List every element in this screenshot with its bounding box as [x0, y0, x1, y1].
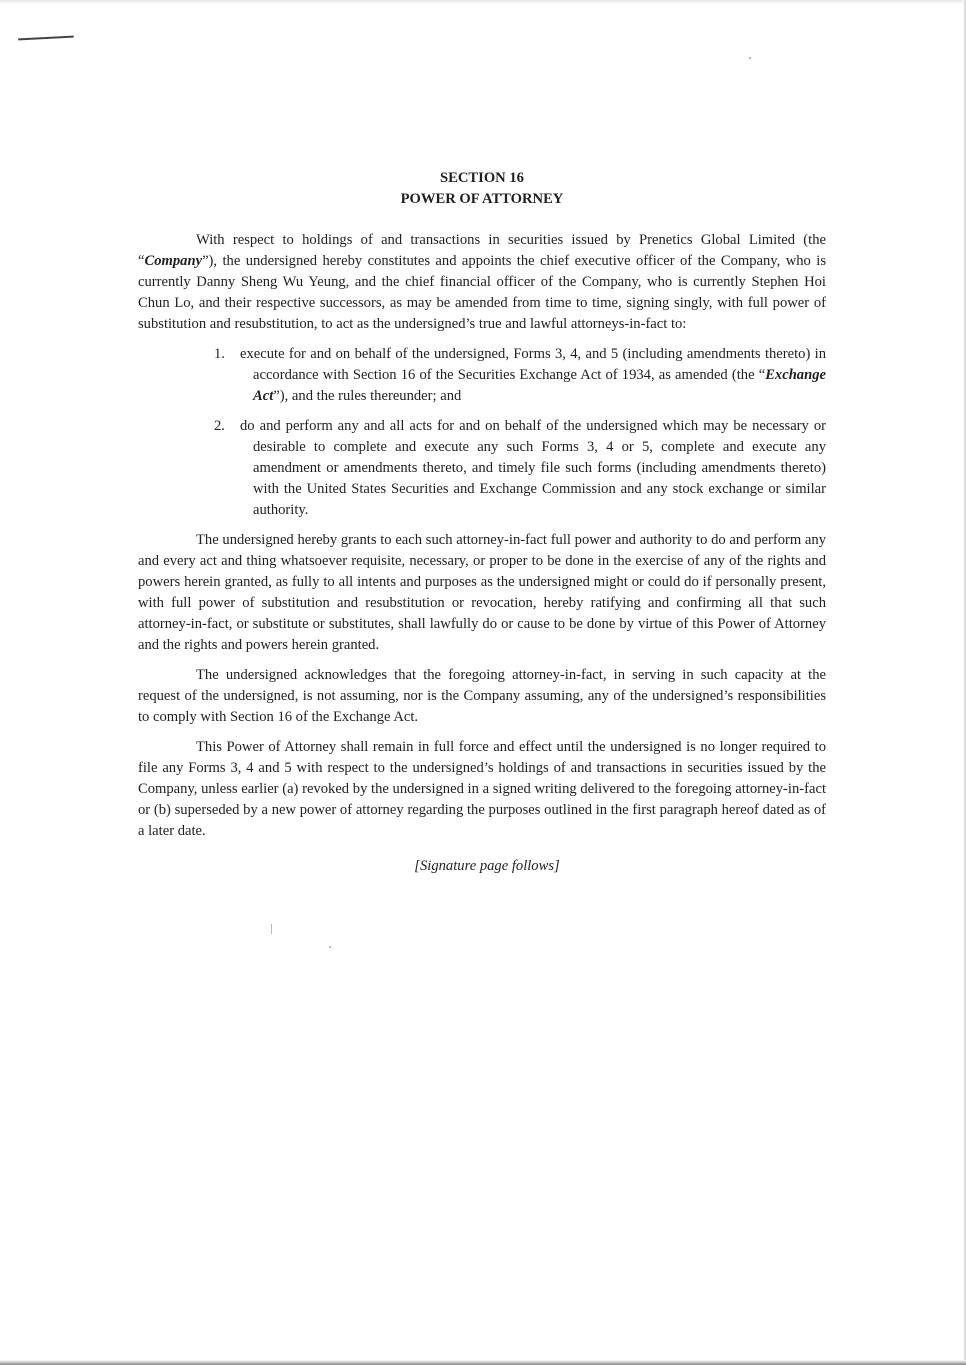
exchange-act-defined-term: Exchange Act: [253, 367, 826, 404]
term-paragraph: This Power of Attorney shall remain in full force and effect until the undersigned is no longer required to file any Forms 3, 4 and 5 with respect to the undersigned’s holdings of and transactions in securities issued by the Company, unless earlier (a) revoked by the undersigned in a signed writing delivered to the foregoing attorney-in-fact or (b) superseded by a new power of attorney regarding the purposes outlined in the first paragraph hereof dated as of a later date.: [138, 739, 826, 839]
signature-page-note: [Signature page follows]: [414, 858, 560, 874]
intro-text-end: ”), the undersigned hereby constitutes and appoints the chief executive officer of the Company, who is currently Danny Sheng Wu Yeung, and the chief financial officer of the Company, who is currently Stephen Hoi Chun Lo, and their respective successors, as may be amended from time to time, signing singly, with full power of substitution and resubstitution, to act as the undersigned’s true and lawful attorneys-in-fact to:: [138, 253, 826, 332]
list-item-number: 1.: [214, 346, 225, 362]
list-item-text: do and perform any and all acts for and on behalf of the undersigned which may be necessary or desirable to complete and execute any such Forms 3, 4 or 5, complete and execute any amendment or amendments thereto, and timely file such forms (including amendments thereto) with the United States Securities and Exchange Commission and any stock exchange or similar authority.: [240, 418, 826, 518]
document-title: POWER OF ATTORNEY: [400, 191, 564, 207]
acknowledgement-paragraph: The undersigned acknowledges that the foregoing attorney-in-fact, in serving in such capacity at the request of the undersigned, is not assuming, nor is the Company assuming, any of the undersigned’s responsibilities to comply with Section 16 of the Exchange Act.: [138, 667, 826, 725]
staple-mark: [18, 36, 74, 41]
list-item: [138, 416, 826, 521]
scan-speck: [749, 57, 751, 59]
list-item-text-end: ”), and the rules thereunder; and: [273, 388, 462, 404]
list-item: [138, 344, 826, 407]
document-page: [138, 168, 826, 892]
list-item-number: 2.: [214, 418, 225, 434]
company-defined-term: Company: [144, 253, 203, 269]
grant-paragraph: The undersigned hereby grants to each such attorney-in-fact full power and authority to do and perform any and every act and thing whatsoever requisite, necessary, or proper to be done in the exercise of any of the rights and powers herein granted, as fully to all intents and purposes as the undersigned might or could do if personally present, with full power of substitution and resubstitution or revocation, hereby ratifying and confirming all that such attorney-in-fact, or substitute or substitutes, shall lawfully do or cause to be done by virtue of this Power of Attorney and the rights and powers herein granted.: [138, 532, 826, 653]
powers-list: [138, 344, 826, 521]
intro-paragraph: [138, 230, 826, 335]
list-item-text-start: execute for and on behalf of the undersigned, Forms 3, 4, and 5 (including amendments thereto) in accordance with Section 16 of the Securities Exchange Act of 1934, as amended (the “: [240, 346, 826, 383]
scan-top-edge: [0, 0, 966, 4]
scan-speck: [271, 924, 272, 934]
scan-bottom-edge: [0, 1360, 966, 1365]
intro-text-start: With respect to holdings of and transactions in securities issued by Prenetics Global Limited (the “: [138, 232, 826, 269]
scan-speck: [329, 946, 331, 948]
section-heading: SECTION 16: [440, 170, 524, 186]
